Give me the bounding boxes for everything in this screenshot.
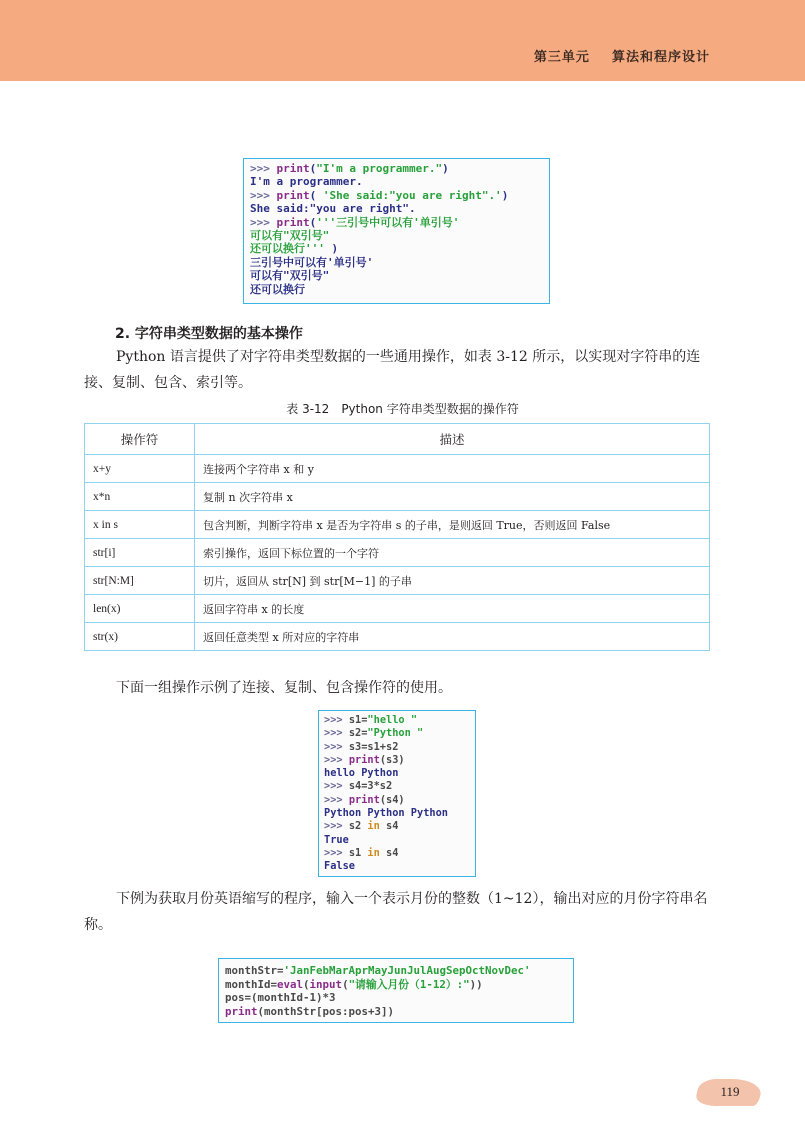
code-token: s2 bbox=[348, 820, 368, 833]
code-token: Python Python Python bbox=[324, 807, 448, 820]
table-row bbox=[85, 539, 710, 567]
table-row bbox=[85, 595, 710, 623]
code-line bbox=[324, 754, 470, 767]
code-line bbox=[250, 162, 543, 175]
table-header-row bbox=[85, 424, 710, 455]
code-line bbox=[250, 189, 543, 202]
code-block-print-examples bbox=[243, 158, 550, 304]
code-line bbox=[225, 978, 567, 992]
code-token: ( bbox=[309, 188, 323, 202]
example-intro-paragraph: 下面一组操作示例了连接、复制、包含操作符的使用。 bbox=[116, 680, 452, 696]
code-token: eval bbox=[277, 977, 304, 991]
code-token: print bbox=[276, 215, 310, 229]
prompt-marker: >>> bbox=[324, 780, 349, 793]
code-token: s4 bbox=[379, 820, 399, 833]
code-token: )) bbox=[469, 977, 483, 991]
prompt-marker: >>> bbox=[324, 753, 349, 766]
code-token: '''三引号中可以有'单引号' bbox=[316, 215, 460, 229]
code-line bbox=[324, 714, 470, 727]
code-token: I'm a programmer. bbox=[250, 175, 363, 189]
code-token: monthId= bbox=[225, 977, 278, 991]
intro-paragraph: Python 语言提供了对字符串类型数据的一些通用操作，如表 3-12 所示，以实现对字符串的连接、复制、包含、索引等。 bbox=[84, 349, 701, 391]
page-number: 119 bbox=[720, 1084, 740, 1099]
code-token: print bbox=[348, 753, 380, 766]
code-token: monthStr= bbox=[225, 964, 284, 977]
code-token: 可以有"双引号" bbox=[250, 269, 330, 283]
code-token: True bbox=[324, 833, 349, 846]
code-token: 还可以换行 bbox=[250, 282, 305, 296]
header-operator: 操作符 bbox=[85, 424, 195, 455]
prompt-marker: >>> bbox=[250, 188, 277, 202]
section-heading: 2. 字符串类型数据的基本操作 bbox=[115, 326, 303, 342]
prompt-marker: >>> bbox=[324, 820, 349, 833]
code-token: ( bbox=[309, 215, 317, 229]
code-token: in bbox=[367, 846, 380, 859]
code-line bbox=[250, 175, 543, 188]
code-block-operator-examples bbox=[318, 710, 476, 877]
code-token: s4 bbox=[379, 846, 399, 859]
code-line bbox=[324, 860, 470, 873]
code-line bbox=[324, 741, 470, 754]
program-intro-paragraph: 下例为获取月份英语缩写的程序，输入一个表示月份的整数（1~12），输出对应的月份字符串名称。 bbox=[84, 891, 708, 933]
description-cell: 返回字符串 x 的长度 bbox=[195, 595, 710, 623]
code-token: ( bbox=[309, 162, 317, 175]
code-token: 可以有"双引号" bbox=[250, 228, 330, 242]
code-line bbox=[324, 727, 470, 740]
code-token: "Python " bbox=[367, 727, 424, 740]
unit-title: 第三单元 算法和程序设计 bbox=[533, 50, 710, 65]
code-line bbox=[225, 964, 567, 978]
operator-cell: str[i] bbox=[85, 539, 195, 567]
code-line bbox=[250, 256, 543, 269]
table-caption: 表 3-12 Python 字符串类型数据的操作符 bbox=[286, 402, 519, 416]
code-token: hello Python bbox=[324, 767, 399, 780]
prompt-marker: >>> bbox=[324, 714, 349, 726]
code-token: print bbox=[276, 162, 310, 175]
prompt-marker: >>> bbox=[324, 846, 349, 859]
code-token: 还可以换行''' bbox=[250, 242, 325, 256]
code-line bbox=[250, 242, 543, 255]
prompt-marker: >>> bbox=[250, 162, 277, 175]
operator-cell: str[N:M] bbox=[85, 567, 195, 595]
code-line bbox=[324, 767, 470, 780]
code-token: input bbox=[309, 977, 343, 991]
code-line bbox=[324, 834, 470, 847]
code-token: pos=(monthId-1)*3 bbox=[225, 991, 336, 1004]
code-token: s3=s1+s2 bbox=[348, 740, 399, 753]
description-cell: 包含判断，判断字符串 x 是否为字符串 s 的子串，是则返回 True，否则返回 False bbox=[195, 511, 710, 539]
description-cell: 切片，返回从 str[N] 到 str[M−1] 的子串 bbox=[195, 567, 710, 595]
table-row bbox=[85, 567, 710, 595]
code-line bbox=[250, 202, 543, 215]
prompt-marker: >>> bbox=[250, 215, 277, 229]
code-token: 'JanFebMarAprMayJunJulAugSepOctNovDec' bbox=[283, 964, 531, 977]
code-token: "hello " bbox=[367, 714, 418, 726]
header-band bbox=[0, 0, 805, 81]
code-line bbox=[225, 991, 567, 1005]
description-cell: 连接两个字符串 x 和 y bbox=[195, 455, 710, 483]
code-token: ) bbox=[501, 188, 509, 202]
prompt-marker: >>> bbox=[324, 727, 349, 740]
code-token: s1= bbox=[348, 714, 368, 726]
code-token: "I'm a programmer." bbox=[316, 162, 443, 175]
code-token: 'She said:"you are right".' bbox=[322, 188, 502, 202]
code-token: print bbox=[225, 1004, 258, 1018]
description-cell: 返回任意类型 x 所对应的字符串 bbox=[195, 623, 710, 651]
table-row bbox=[85, 511, 710, 539]
code-line bbox=[324, 847, 470, 860]
code-block-month-program bbox=[218, 958, 574, 1023]
operator-cell: x+y bbox=[85, 455, 195, 483]
code-token: (s4) bbox=[379, 793, 405, 806]
code-line bbox=[324, 820, 470, 833]
header-description: 描述 bbox=[195, 424, 710, 455]
prompt-marker: >>> bbox=[324, 740, 349, 753]
operator-cell: x in s bbox=[85, 511, 195, 539]
prompt-marker: >>> bbox=[324, 793, 349, 806]
description-cell: 复制 n 次字符串 x bbox=[195, 483, 710, 511]
code-line bbox=[250, 229, 543, 242]
code-token: s4=3*s2 bbox=[348, 780, 393, 793]
code-line bbox=[250, 216, 543, 229]
code-line bbox=[250, 283, 543, 296]
code-token: 三引号中可以有'单引号' bbox=[250, 255, 374, 269]
table-row bbox=[85, 623, 710, 651]
code-token: ( bbox=[342, 977, 349, 991]
table-row bbox=[85, 483, 710, 511]
code-token: print bbox=[348, 793, 380, 806]
code-token: (s3) bbox=[379, 753, 405, 766]
code-token: print bbox=[276, 188, 310, 202]
code-token: ( bbox=[303, 977, 310, 991]
code-token: "请输入月份（1-12）:" bbox=[348, 977, 470, 991]
table-row bbox=[85, 455, 710, 483]
operator-cell: x*n bbox=[85, 483, 195, 511]
description-cell: 索引操作，返回下标位置的一个字符 bbox=[195, 539, 710, 567]
code-token: She said:"you are right". bbox=[250, 202, 416, 216]
code-line bbox=[324, 807, 470, 820]
code-token: False bbox=[324, 860, 355, 873]
code-line bbox=[225, 1005, 567, 1019]
operator-cell: str(x) bbox=[85, 623, 195, 651]
code-token: ) bbox=[442, 162, 449, 175]
code-token: s2= bbox=[348, 727, 368, 740]
code-line bbox=[250, 269, 543, 282]
operator-cell: len(x) bbox=[85, 595, 195, 623]
code-line bbox=[324, 794, 470, 807]
string-operators-table bbox=[84, 423, 710, 651]
code-token: s1 bbox=[348, 846, 368, 859]
code-line bbox=[324, 780, 470, 793]
code-token: (monthStr[pos:pos+3]) bbox=[257, 1004, 395, 1018]
code-token: ) bbox=[324, 242, 339, 256]
code-token: in bbox=[367, 820, 380, 833]
